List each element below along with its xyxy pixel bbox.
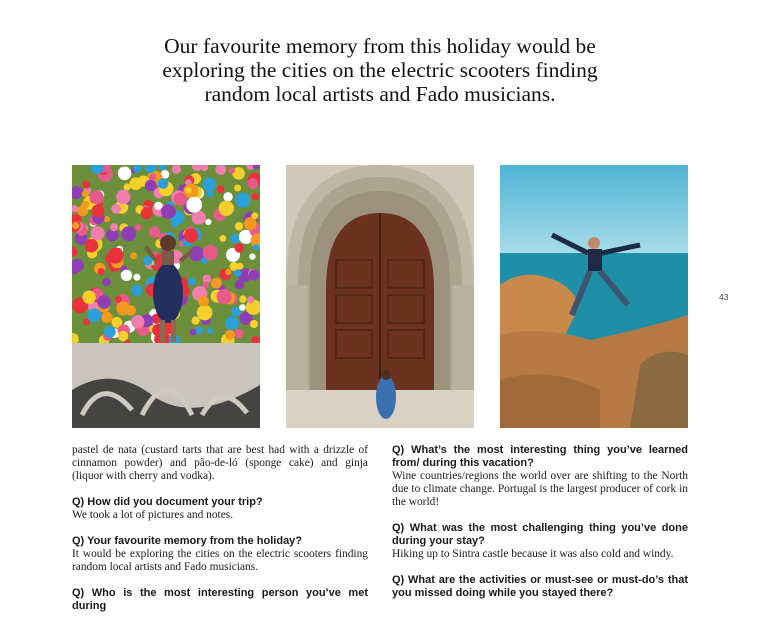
qa-block: [392, 444, 688, 509]
qa-block: [392, 574, 688, 600]
question: Q) What’s the most interesting thing you’ve learned from/ during this vacation?: [392, 444, 688, 469]
qa-block: [392, 522, 688, 561]
flower-wall-image: [72, 165, 260, 428]
question: Q) What was the most challenging thing you’ve done during your stay?: [392, 522, 688, 547]
right-column: [392, 444, 688, 613]
question: Q) Who is the most interesting person you’ve met during: [72, 587, 368, 612]
qa-block: [72, 496, 368, 522]
photo-cliff-jump: [500, 165, 688, 428]
photo-flower-wall: [72, 165, 260, 428]
question: Q) Your favourite memory from the holiday?: [72, 535, 303, 547]
qa-block: [72, 535, 368, 574]
pull-quote: Our favourite memory from this holiday would be exploring the cities on the electric scooters finding random local artists and Fado musicians.: [162, 34, 598, 106]
intro-paragraph: pastel de nata (custard tarts that are best had with a drizzle of cinnamon powder) and pão-de-ló (sponge cake) and ginja (liquor with cherry and vodka).: [72, 444, 368, 482]
left-column: [72, 444, 368, 626]
cliff-jump-image: [500, 165, 688, 428]
answer: It would be exploring the cities on the electric scooters finding random local artists and Fado musicians.: [72, 548, 368, 573]
photo-cathedral-door: [286, 165, 474, 428]
answer: Hiking up to Sintra castle because it was also cold and windy.: [392, 548, 674, 560]
answer: We took a lot of pictures and notes.: [72, 509, 234, 521]
question: Q) How did you document your trip?: [72, 496, 263, 508]
cathedral-door-image: [286, 165, 474, 428]
answer: Wine countries/regions the world over are shifting to the North due to climate change. Portugal is the largest producer of cork in the world!: [392, 470, 688, 508]
page-number: 43: [719, 292, 729, 302]
question: Q) What are the activities or must-see or must-do’s that you missed doing while you stayed there?: [392, 574, 688, 599]
qa-block: [72, 587, 368, 613]
